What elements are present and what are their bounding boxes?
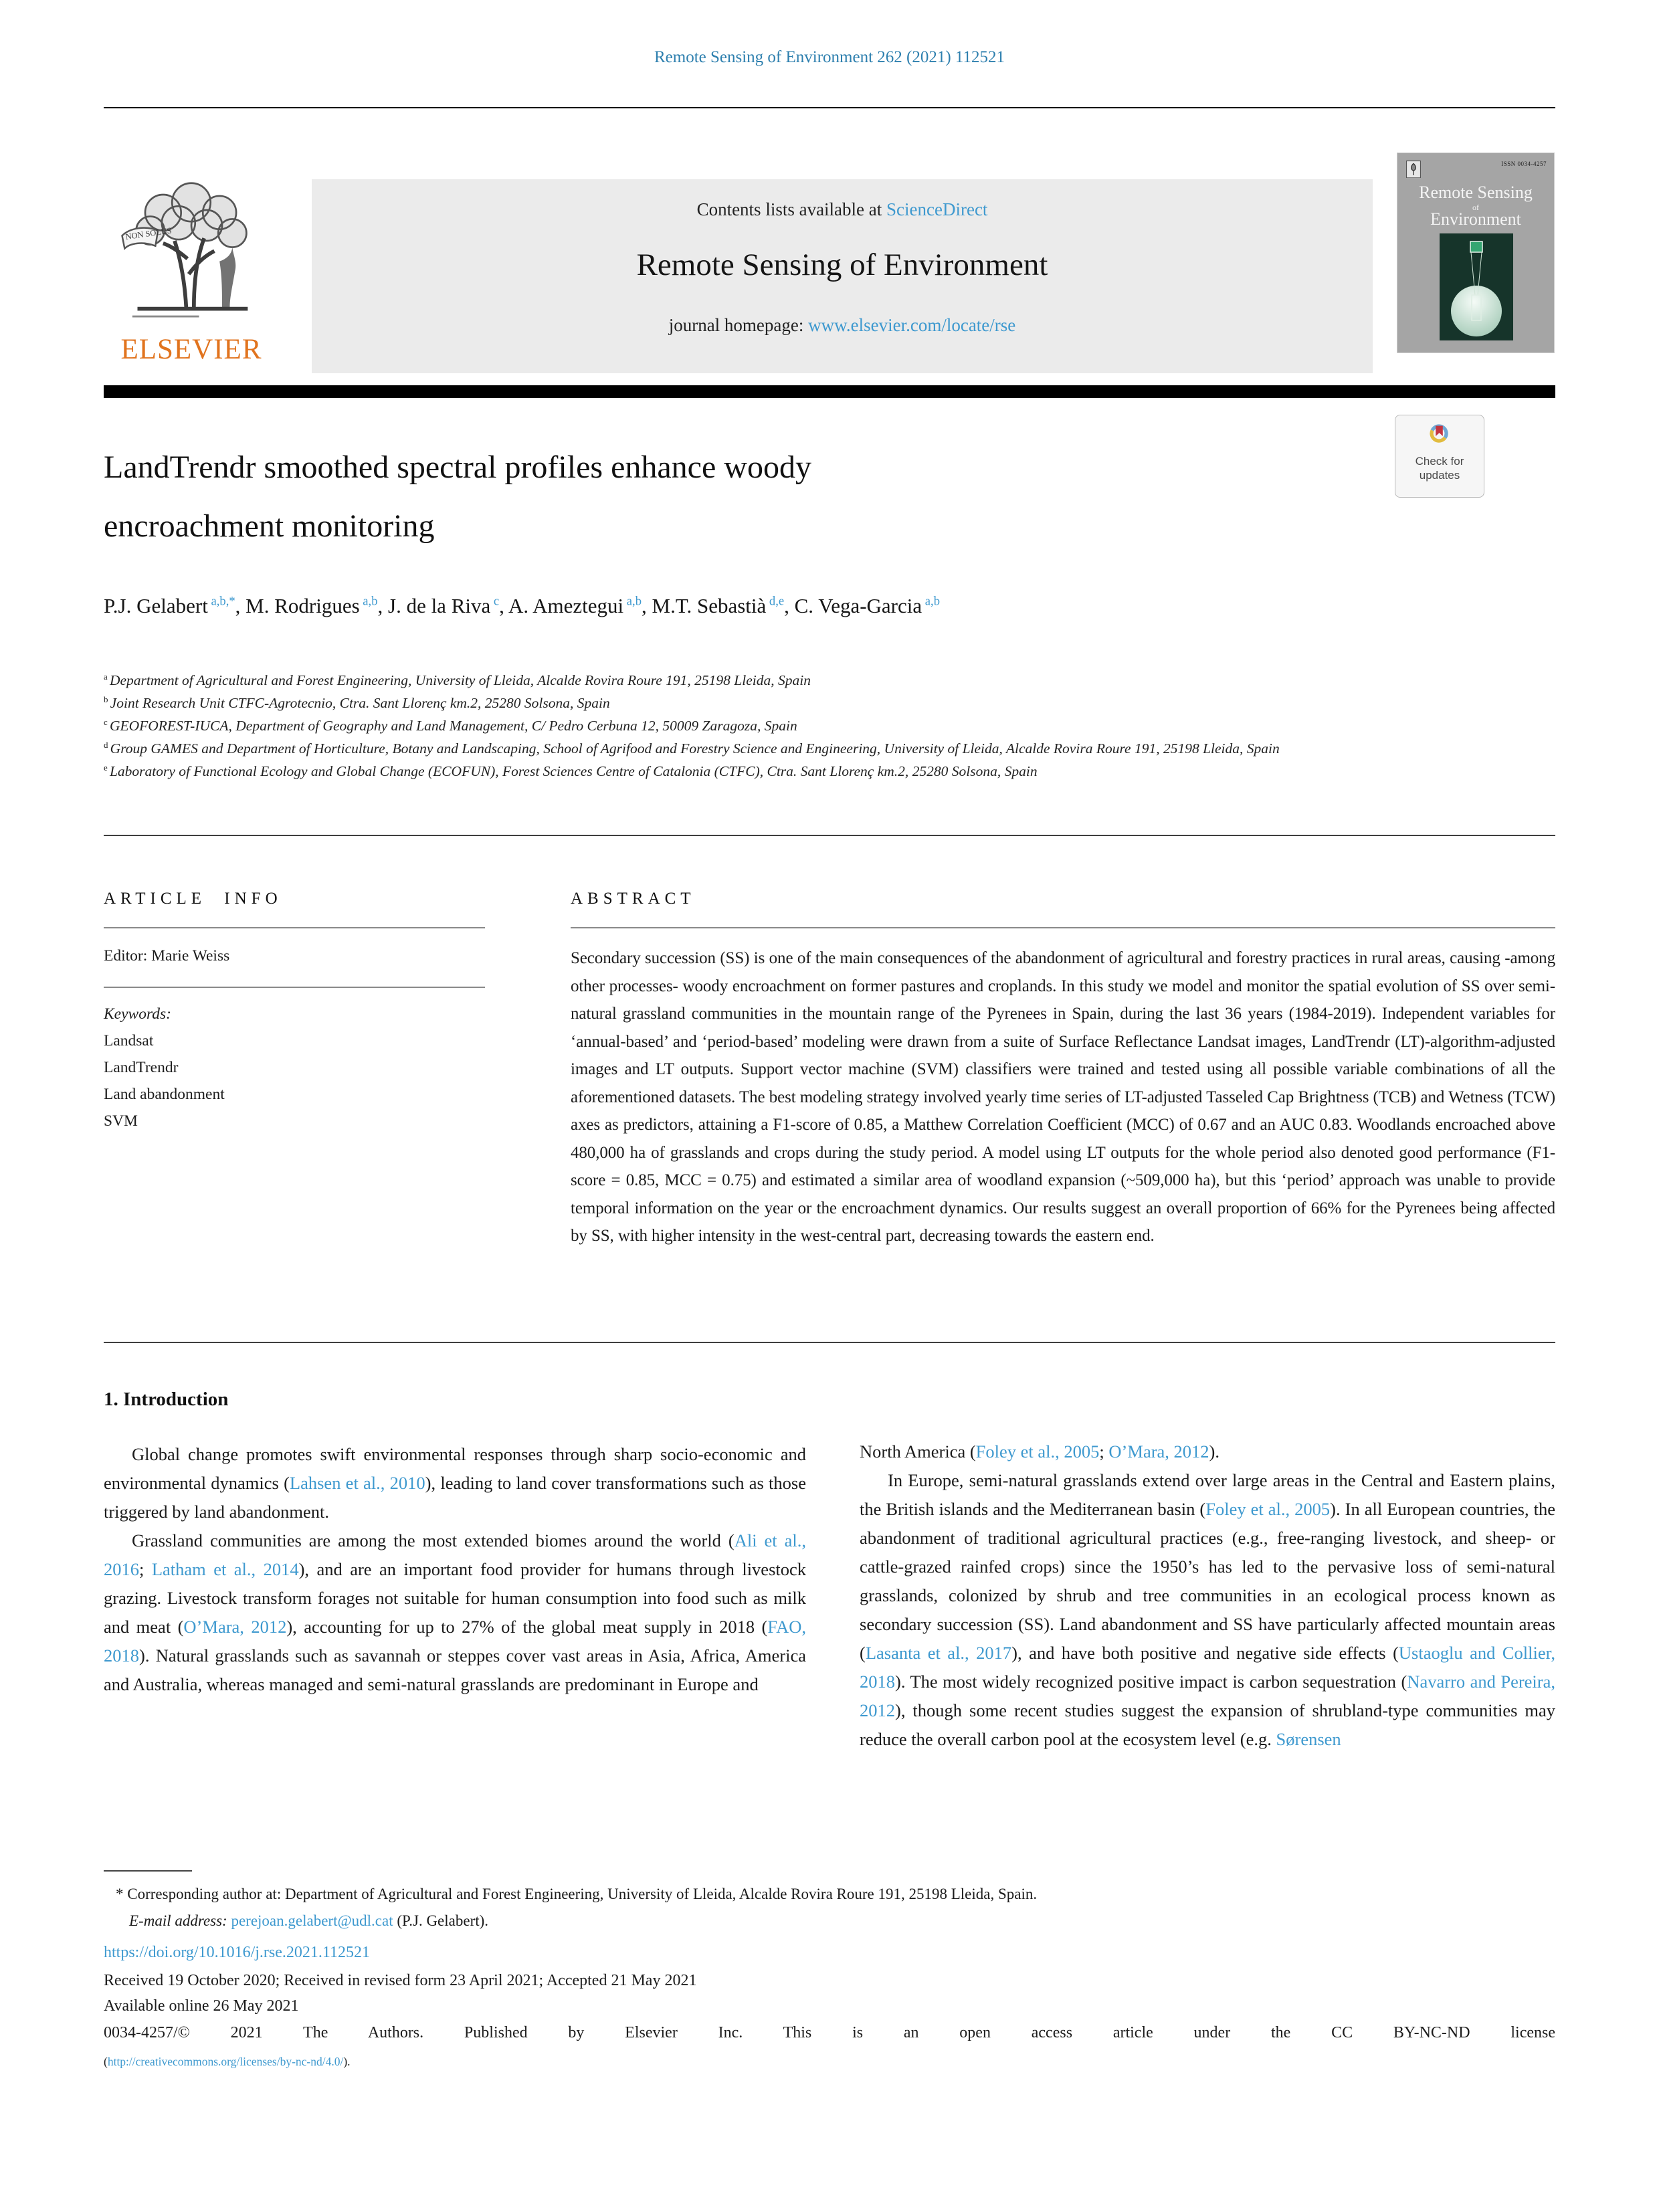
- text-segment: Grassland communities are among the most extended biomes around the world (: [132, 1530, 735, 1550]
- text-segment: Laboratory of Functional Ecology and Global Change (ECOFUN), Forest Sciences Centre of Catalonia (CTFC), Ctra. Sant Llorenç km.2, 25280 Solsona, Spain: [109, 763, 1038, 779]
- top-divider: [104, 107, 1555, 108]
- editor-line: Editor: Marie Weiss: [104, 947, 230, 965]
- text-segment: ;: [1099, 1441, 1109, 1462]
- divider: [104, 987, 485, 988]
- text-segment: , M. Rodrigues: [235, 594, 360, 617]
- text-segment: b: [104, 694, 110, 704]
- citation-link[interactable]: c: [490, 594, 500, 609]
- text-segment: Department of Agricultural and Forest Engineering, University of Lleida, Alcalde Rovira Roure 191, 25198 Lleida, Spain: [109, 672, 811, 688]
- citation-link[interactable]: a,b,*: [207, 594, 235, 609]
- text-segment: , C. Vega-Garcia: [784, 594, 922, 617]
- text-segment: North America (: [860, 1441, 976, 1462]
- text-segment: ).: [343, 2055, 351, 2068]
- journal-cover-thumbnail: [1397, 153, 1555, 353]
- non-solus-banner: NON SOLUS: [124, 225, 173, 242]
- article-info-column: [104, 864, 485, 1250]
- homepage-line: [312, 315, 1373, 336]
- citation-link[interactable]: perejoan.gelabert@udl.cat: [231, 1912, 393, 1929]
- intro-left-column: [104, 1379, 806, 1754]
- text-segment: ). Natural grasslands such as savannah or steppes cover vast areas in Asia, Africa, America and Australia, whereas managed and semi-natural grasslands are predominant in Europe and: [104, 1645, 806, 1694]
- doi-link[interactable]: https://doi.org/10.1016/j.rse.2021.112521: [104, 1944, 371, 1961]
- text-segment: ). In all European countries, the abandonment of traditional agricultural practices (e.g., free-ranging livestock, and sheep- or cattle-grazed rainfed crops) since the 1950’s has led to the pervasive loss of semi-natural grasslands, colonized by shrub and tree communities in an ecological process known as secondary succession (SS). Land abandonment and SS have particularly affected mountain areas (: [860, 1499, 1555, 1663]
- text-segment: e: [104, 763, 110, 773]
- text-segment: P.J. Gelabert: [104, 594, 208, 617]
- info-abstract-section: [104, 864, 1555, 1250]
- citation-link[interactable]: Latham et al., 2014: [151, 1559, 299, 1579]
- text-segment: ), though some recent studies suggest the expansion of shrubland-type communities may reduce the overall carbon pool at the ecosystem level (e.g.: [860, 1700, 1555, 1749]
- elsevier-tree-icon: [108, 179, 274, 333]
- divider: [104, 1342, 1555, 1343]
- citation-link[interactable]: O’Mara, 2012: [183, 1617, 287, 1637]
- affiliations: [104, 669, 1555, 783]
- affiliation: [104, 714, 1555, 737]
- available-online: Available online 26 May 2021: [104, 1997, 299, 2015]
- journal-header-box: [312, 179, 1373, 373]
- text-segment: , M.T. Sebastià: [642, 594, 767, 617]
- text-segment: ). The most widely recognized positive impact is carbon sequestration (: [895, 1672, 1407, 1692]
- citation-link[interactable]: Ali et al., 2016: [104, 1530, 806, 1579]
- citation-link[interactable]: Lasanta et al., 2017: [865, 1643, 1012, 1663]
- text-segment: ;: [139, 1559, 152, 1579]
- column-gap: [485, 864, 571, 1250]
- footnote-divider: [104, 1870, 192, 1872]
- citation-link[interactable]: Ustaoglu and Collier, 2018: [860, 1643, 1555, 1692]
- corresponding-author-footnote: [104, 1881, 1555, 1934]
- divider: [571, 927, 1555, 928]
- article-title-line1: LandTrendr smoothed spectral profiles enhance woody: [104, 449, 811, 485]
- journal-homepage-link[interactable]: www.elsevier.com/locate/rse: [808, 315, 1016, 335]
- abstract-column: [571, 864, 1555, 1250]
- cover-elsevier-icon: [1406, 161, 1421, 178]
- crossmark-icon: [1420, 420, 1459, 451]
- text-segment: d: [104, 740, 110, 750]
- affiliation: [104, 692, 1555, 714]
- affiliation: [104, 737, 1555, 760]
- paragraph: [860, 1466, 1555, 1754]
- journal-citation: Remote Sensing of Environment 262 (2021) 112521: [654, 48, 1005, 66]
- citation-link[interactable]: Navarro and Pereira, 2012: [860, 1672, 1556, 1720]
- citation-link[interactable]: Foley et al., 2005: [1205, 1499, 1331, 1519]
- article-title: [104, 438, 811, 556]
- keyword: LandTrendr: [104, 1059, 179, 1076]
- journal-title: Remote Sensing of Environment: [636, 247, 1048, 282]
- received-dates: Received 19 October 2020; Received in revised form 23 April 2021; Accepted 21 May 2021: [104, 1972, 697, 1989]
- sciencedirect-link[interactable]: ScienceDirect: [886, 199, 988, 219]
- cover-artwork: [1440, 233, 1513, 340]
- keyword: SVM: [104, 1112, 138, 1130]
- citation-link[interactable]: a,b: [922, 594, 940, 609]
- cover-title-of: of: [1472, 203, 1479, 212]
- affiliation: [104, 669, 1555, 692]
- text-segment: , A. Ameztegui: [499, 594, 624, 617]
- text-segment: GEOFOREST-IUCA, Department of Geography and Land Management, C/ Pedro Cerbuna 12, 50009 Zaragoza, Spain: [109, 718, 797, 734]
- text-segment: ), and have both positive and negative side effects (: [1011, 1643, 1399, 1663]
- article-info-heading: ARTICLE INFO: [104, 890, 282, 908]
- column-gap: [806, 1379, 860, 1754]
- divider: [104, 835, 1555, 836]
- divider: [104, 927, 485, 928]
- citation-link[interactable]: http://creativecommons.org/licenses/by-nc-nd/4.0/: [107, 2055, 344, 2068]
- license-line: [104, 2055, 351, 2069]
- citation-link[interactable]: d,e: [766, 594, 785, 609]
- check-updates-badge[interactable]: [1395, 415, 1484, 498]
- header-black-bar: [104, 385, 1555, 398]
- email-line: [104, 1908, 1555, 1934]
- text-segment: Joint Research Unit CTFC-Agrotecnio, Ctra. Sant Llorenç km.2, 25280 Solsona, Spain: [110, 695, 610, 711]
- introduction-section: [104, 1379, 1555, 1754]
- text-segment: ), accounting for up to 27% of the global meat supply in 2018 (: [286, 1617, 768, 1637]
- keyword: Landsat: [104, 1032, 154, 1049]
- elsevier-wordmark: ELSEVIER: [120, 334, 262, 365]
- keyword: Land abandonment: [104, 1086, 225, 1103]
- text-segment: a: [104, 672, 110, 682]
- text-segment: Global change promotes swift environmental responses through sharp socio-economic and environmental dynamics (: [104, 1444, 806, 1493]
- contents-prefix: Contents lists available at: [696, 199, 887, 219]
- check-updates-label: Check for updates: [1415, 455, 1464, 482]
- text-segment: , J. de la Riva: [377, 594, 491, 617]
- corresponding-author-line: * Corresponding author at: Department of Agricultural and Forest Engineering, University of Lleida, Alcalde Rovira Roure 191, 25198 Lleida, Spain.: [116, 1886, 1038, 1902]
- text-segment: (: [104, 2055, 108, 2068]
- paragraph: [104, 1440, 806, 1526]
- abstract-text: Secondary succession (SS) is one of the main consequences of the abandonment of agricultural and forestry practices in rural areas, causing -among other processes- woody encroachment on former pastures and croplands. In this study we model and monitor the spatial evolution of SS over semi-natural grassland communities in the mountain range of the Pyrenees in Spain, during the last 36 years (1984-2019). Independent variables for ‘annual-based’ and ‘period-based’ modeling were drawn from a suite of Surface Reflectance Landsat images, LandTrendr (LT)-algorithm-adjusted images and LT outputs. Support vector machine (SVM) classifiers were trained and tested using all possible variable combinations of all the aforementioned datasets. The best modeling strategy involved yearly time series of LT-adjusted Tasseled Cap Brightness (TCB) and Wetness (TCW) axes as predictors, attaining a F1-score of 0.85, a Matthew Correlation Coefficient (MCC) of 0.67 and an AUC 0.83. Woodlands encroached above 480,000 ha of grasslands and crops during the study period. A model using LT outputs for the whole period also denoted good performance (F1-score = 0.85, MCC = 0.75) and estimated a similar area of woodland expansion (~509,000 ha), but this ‘period’ approach was unable to provide temporal information on the year or the encroachment dynamics. Our results suggest an overall proportion of 66% for the Pyrenees being affected by SS, with higher intensity in the west-central part, decreasing towards the eastern end.: [571, 949, 1555, 1245]
- text-segment: ).: [1209, 1441, 1219, 1462]
- citation-link[interactable]: a,b: [359, 594, 378, 609]
- citation-link[interactable]: O’Mara, 2012: [1108, 1441, 1209, 1462]
- section-heading: 1. Introduction: [104, 1389, 229, 1410]
- author-list: [104, 587, 1281, 624]
- citation-link[interactable]: Foley et al., 2005: [975, 1441, 1100, 1462]
- text-segment: E-mail address:: [129, 1912, 227, 1929]
- contents-line: [312, 179, 1373, 220]
- copyright-line: 0034-4257/© 2021 The Authors. Published by Elsevier Inc. This is an open access article under the CC BY-NC-ND license: [104, 2024, 1555, 2041]
- cover-title-line2: Environment: [1430, 209, 1521, 229]
- keywords-label: Keywords:: [104, 1005, 171, 1023]
- citation-link[interactable]: FAO, 2018: [104, 1617, 806, 1666]
- paragraph: [104, 1526, 806, 1699]
- text-segment: ), and are an important food provider for humans through livestock grazing. Livestock transform forages not suitable for human consumption into food such as milk and meat (: [104, 1559, 807, 1637]
- citation-link[interactable]: a,b: [623, 594, 642, 609]
- text-segment: In Europe, semi-natural grasslands extend over large areas in the Central and Eastern plains, the British islands and the Mediterranean basin (: [860, 1470, 1555, 1519]
- affiliation: [104, 760, 1555, 783]
- citation-link[interactable]: Sørensen: [1276, 1729, 1341, 1749]
- abstract-heading: ABSTRACT: [571, 890, 696, 908]
- text-segment: ), leading to land cover transformations such as those triggered by land abandonment.: [104, 1473, 806, 1522]
- text-segment: Group GAMES and Department of Horticulture, Botany and Landscaping, School of Agrifood and Forestry Science and Engineering, University of Lleida, Alcalde Rovira Roure 191, 25198 Lleida, Spain: [110, 740, 1280, 757]
- cover-issn: ISSN 0034-4257: [1501, 161, 1547, 167]
- citation-link[interactable]: Lahsen et al., 2010: [289, 1473, 425, 1493]
- homepage-prefix: journal homepage:: [668, 315, 809, 335]
- paragraph: [860, 1437, 1555, 1466]
- text-segment: c: [104, 717, 110, 727]
- text-segment: (P.J. Gelabert).: [393, 1912, 489, 1929]
- elsevier-logo: [100, 179, 282, 366]
- cover-title-line1: Remote Sensing: [1419, 183, 1533, 202]
- intro-right-column: [860, 1379, 1555, 1754]
- article-title-line2: encroachment monitoring: [104, 508, 435, 544]
